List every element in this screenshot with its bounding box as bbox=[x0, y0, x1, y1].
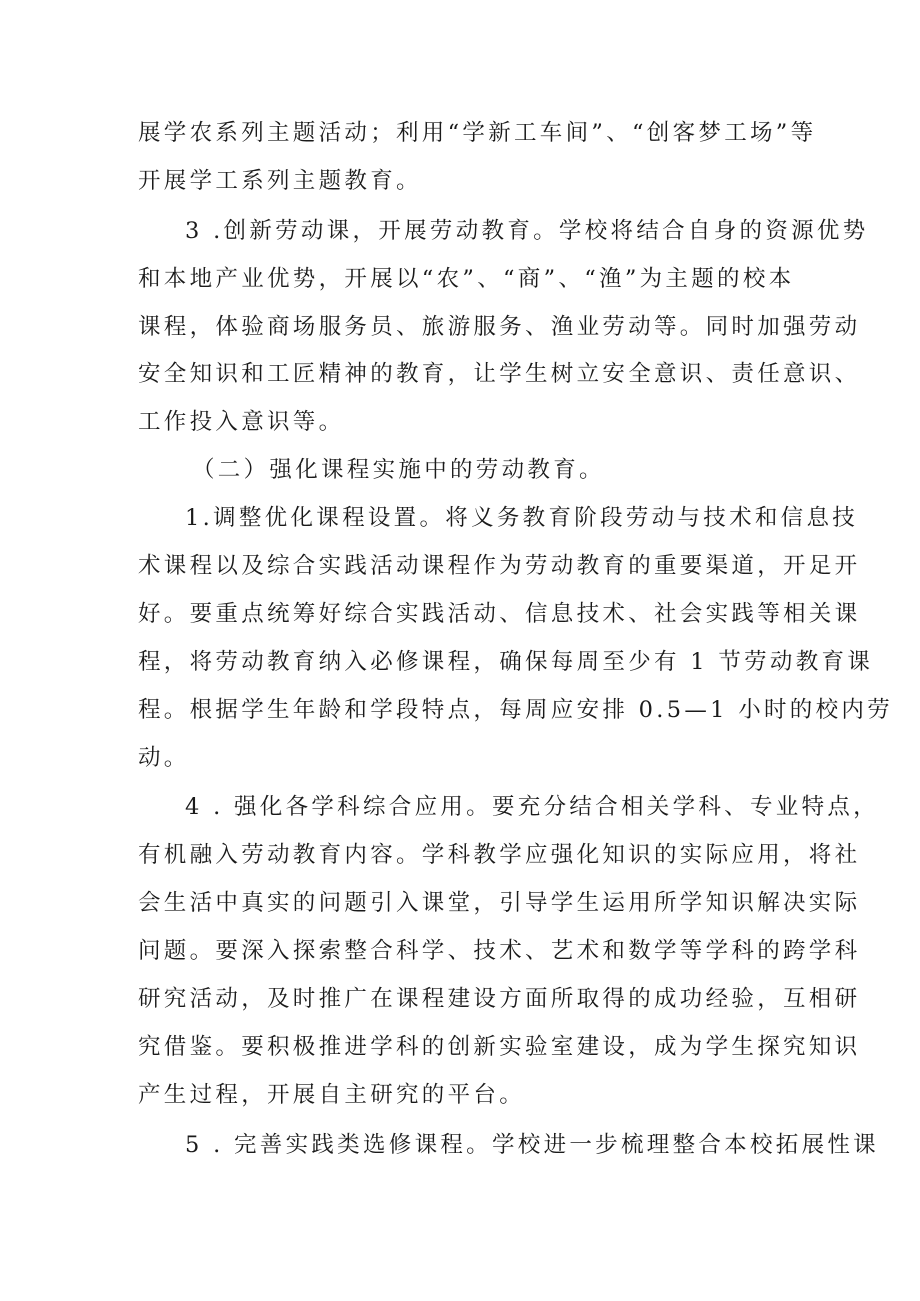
paragraph-line: 程。根据学生年龄和学段特点，每周应安排 0.5—1 小时的校内劳 bbox=[138, 697, 894, 723]
paragraph-line: 研究活动，及时推广在课程建设方面所取得的成功经验，互相研 bbox=[138, 986, 861, 1012]
paragraph-line: 5 . 完善实践类选修课程。学校进一步梳理整合本校拓展性课 bbox=[185, 1132, 879, 1158]
paragraph-line: 课程，体验商场服务员、旅游服务、渔业劳动等。同时加强劳动 bbox=[138, 314, 861, 340]
paragraph-line: 产生过程，开展自主研究的平台。 bbox=[138, 1082, 526, 1108]
paragraph-line: 1.调整优化课程设置。将义务教育阶段劳动与技术和信息技 bbox=[185, 505, 859, 531]
paragraph-line: 4 . 强化各学科综合应用。要充分结合相关学科、专业特点， bbox=[185, 794, 879, 820]
paragraph-line: 安全知识和工匠精神的教育，让学生树立安全意识、责任意识、 bbox=[138, 361, 861, 387]
paragraph-line: 和本地产业优势，开展以“农”、“商”、“渔”为主题的校本 bbox=[138, 266, 795, 292]
paragraph-line: 问题。要深入探索整合科学、技术、艺术和数学等学科的跨学科 bbox=[138, 938, 861, 964]
section-heading: （二）强化课程实施中的劳动教育。 bbox=[192, 457, 605, 483]
paragraph-line: 3 .创新劳动课，开展劳动教育。学校将结合自身的资源优势 bbox=[185, 218, 869, 244]
paragraph-line: 会生活中真实的问题引入课堂，引导学生运用所学知识解决实际 bbox=[138, 890, 861, 916]
paragraph-line: 好。要重点统筹好综合实践活动、信息技术、社会实践等相关课 bbox=[138, 601, 861, 627]
paragraph-line: 工作投入意识等。 bbox=[138, 409, 345, 435]
paragraph-line: 展学农系列主题活动；利用“学新工车间”、“创客梦工场”等 bbox=[138, 120, 817, 146]
paragraph-line: 开展学工系列主题教育。 bbox=[138, 168, 422, 194]
paragraph-line: 究借鉴。要积极推进学科的创新实验室建设，成为学生探究知识 bbox=[138, 1034, 861, 1060]
paragraph-line: 术课程以及综合实践活动课程作为劳动教育的重要渠道，开足开 bbox=[138, 553, 861, 579]
paragraph-line: 程，将劳动教育纳入必修课程，确保每周至少有 1 节劳动教育课 bbox=[138, 649, 874, 675]
paragraph-line: 动。 bbox=[138, 745, 190, 771]
paragraph-line: 有机融入劳动教育内容。学科教学应强化知识的实际应用，将社 bbox=[138, 842, 861, 868]
